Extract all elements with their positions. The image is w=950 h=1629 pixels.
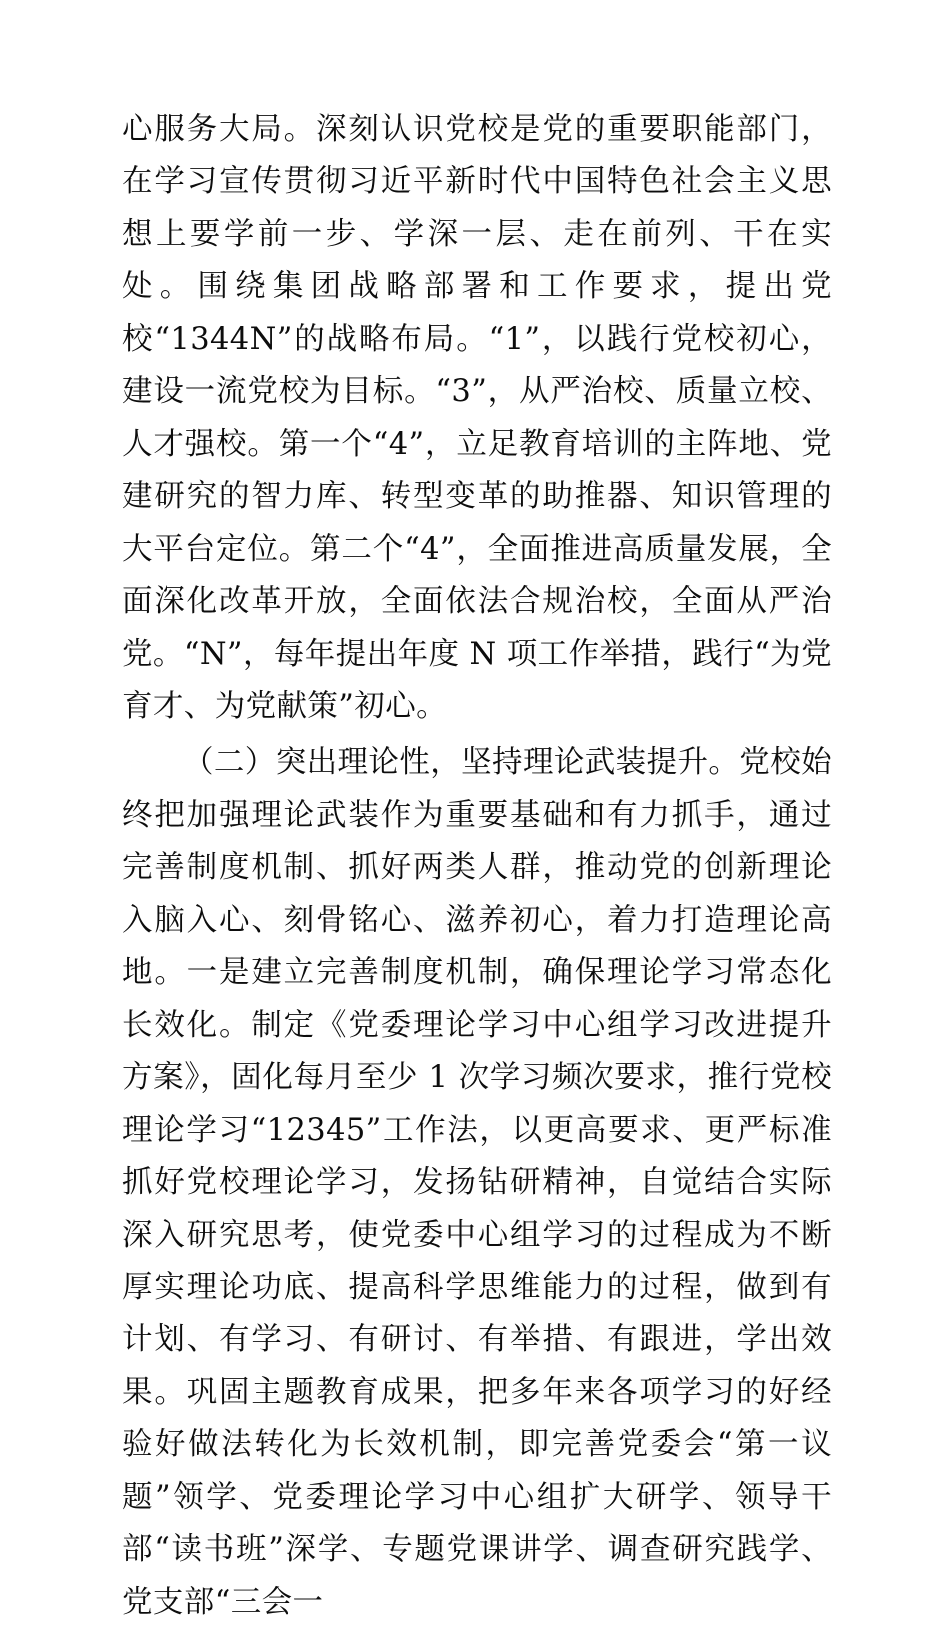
paragraph-section-two: （二）突出理论性，坚持理论武装提升。党校始终把加强理论武装作为重要基础和有力抓手，通过完善制度机制、抓好两类人群，推动党的创新理论入脑入心、刻骨铭心、滋养初心，着力打造理论高地。一是建立完善制度机制，确保理论学习常态化长效化。制定《党委理论学习中心组学习改进提升方案》，固化每月至少 1 次学习频次要求，推行党校理论学习“12345”工作法，以更高要求、更严标准抓好党校理论学习，发扬钻研精神，自觉结合实际深入研究思考，使党委中心组学习的过程成为不断厚实理论功底、提高科学思维能力的过程，做到有计划、有学习、有研讨、有举措、有跟进，学出效果。巩固主题教育成果，把多年来各项学习的好经验好做法转化为长效机制，即完善党委会“第一议题”领学、党委理论学习中心组扩大研学、领导干部“读书班”深学、专题党课讲学、调查研究践学、党支部“三会一 <box>122 745 832 1620</box>
document-body <box>122 104 832 1629</box>
paragraph-continued: 心服务大局。深刻认识党校是党的重要职能部门，在学习宣传贯彻习近平新时代中国特色社会主义思想上要学前一步、学深一层、走在前列、干在实处。围绕集团战略部署和工作要求，提出党校“1344N”的战略布局。“1”，以践行党校初心，建设一流党校为目标。“3”，从严治校、质量立校、人才强校。第一个“4”，立足教育培训的主阵地、党建研究的智力库、转型变革的助推器、知识管理的大平台定位。第二个“4”，全面推进高质量发展，全面深化改革开放，全面依法合规治校，全面从严治党。“N”，每年提出年度 N 项工作举措，践行“为党育才、为党献策”初心。 <box>122 112 832 724</box>
